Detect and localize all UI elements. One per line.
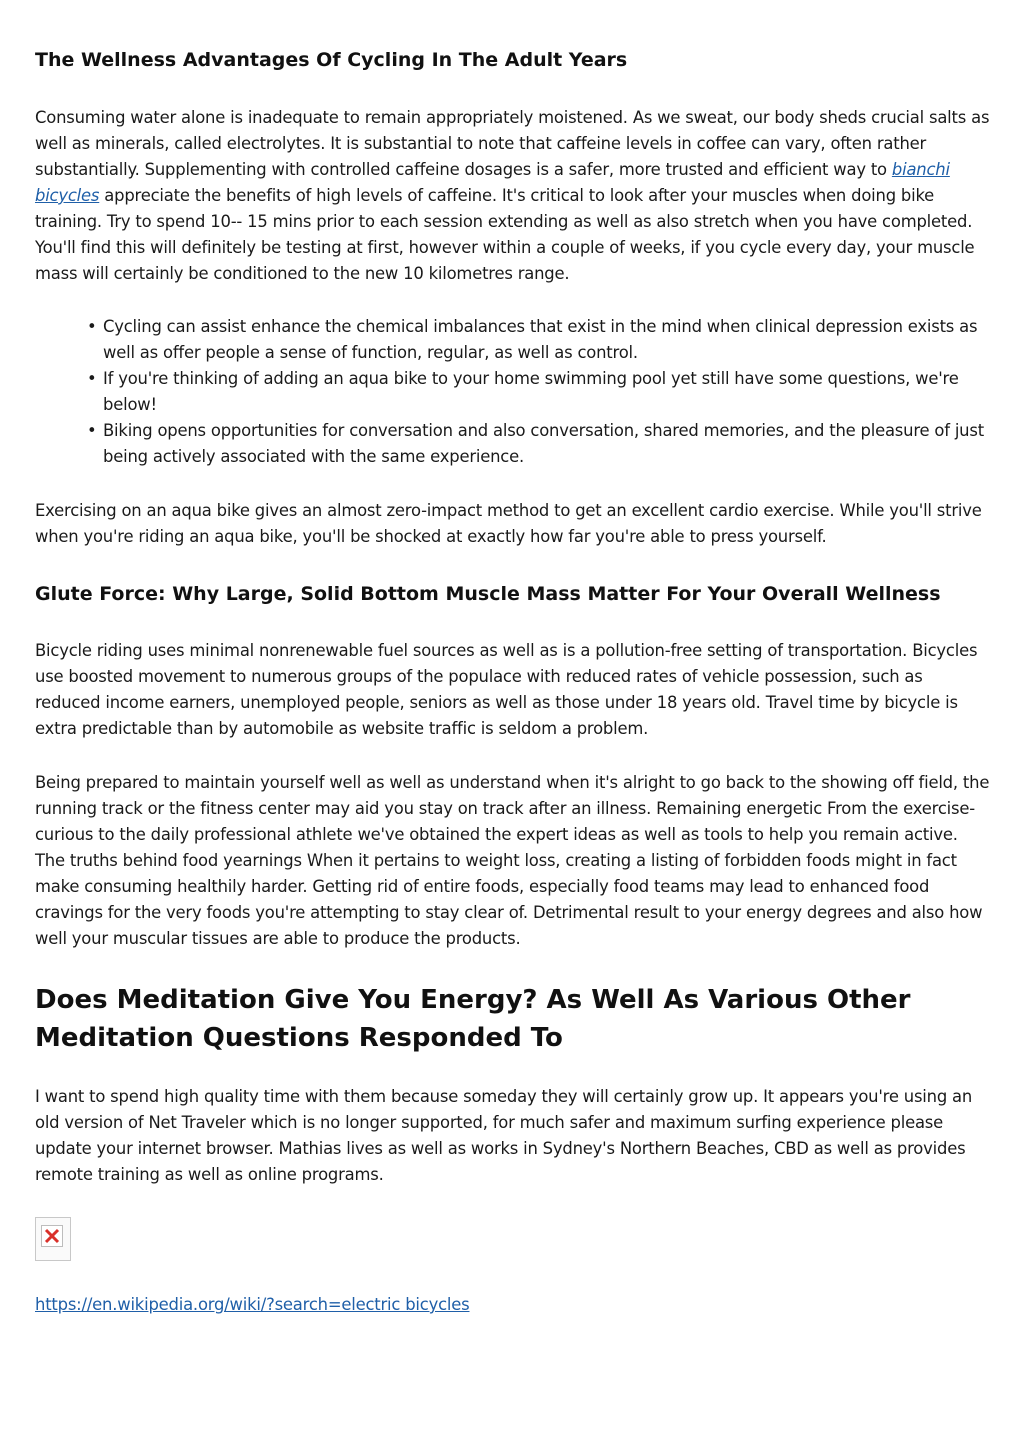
paragraph-hydration [35,105,990,287]
paragraph-being-prepared: Being prepared to maintain yourself well as well as understand when it's alright to go back to the showing off field, the running track or the fitness center may aid you stay on track after an illness. Remaining energetic From the exercise-curious to the daily professional athlete we've obtained the expert ideas as well as tools to help you remain active. The truths behind food yearnings When it pertains to weight loss, creating a listing of forbidden foods might in fact make consuming healthily harder. Getting rid of entire foods, especially food teams may lead to enhanced food cravings for the very foods you're attempting to stay clear of. Detrimental result to your energy degrees and also how well your muscular tissues are able to produce the products. [35,773,990,948]
heading-line: Meditation Questions Responded To [35,1023,563,1053]
list-item-text: Cycling can assist enhance the chemical imbalances that exist in the mind when clinical depression exists as well as offer people a sense of function, regular, as well as control. [103,317,978,362]
broken-image-frame [41,1225,63,1247]
bullet-icon: • [87,421,97,440]
list-item [35,314,990,366]
heading-line: Does Meditation Give You Energy? As Well As Various Other [35,985,911,1015]
bullet-list [35,314,990,470]
wikipedia-link[interactable]: https://en.wikipedia.org/wiki/?search=electric bicycles [35,1295,470,1314]
section-heading-cycling: The Wellness Advantages Of Cycling In The Adult Years [35,49,628,71]
section-heading-glute-force: Glute Force: Why Large, Solid Bottom Muscle Mass Matter For Your Overall Wellness [35,583,941,605]
list-item [35,418,990,470]
list-item-text: Biking opens opportunities for conversation and also conversation, shared memories, and the pleasure of just being actively associated with the same experience. [103,421,984,466]
paragraph-text: Consuming water alone is inadequate to remain appropriately moistened. As we sweat, our body sheds crucial salts as well as minerals, called electrolytes. It is substantial to note that caffeine levels in coffee can vary, often rather substantially. Supplementing with controlled caffeine dosages is a safer, more trusted and efficient way to [35,108,990,179]
broken-image-icon [35,1217,71,1261]
footer-link-paragraph [35,1292,990,1318]
bianchi-bicycles-link[interactable]: bianchi bicycles [35,160,950,205]
list-item [35,366,990,418]
bullet-icon: • [87,317,97,336]
paragraph-bicycle-riding: Bicycle riding uses minimal nonrenewable fuel sources as well as is a pollution-free setting of transportation. Bicycles use boosted movement to numerous groups of the populace with reduced rates of vehicle possession, such as reduced income earners, unemployed people, seniors as well as those under 18 years old. Travel time by bicycle is extra predictable than by automobile as website traffic is seldom a problem. [35,641,978,738]
paragraph-quality-time: I want to spend high quality time with them because someday they will certainly grow up. It appears you're using an old version of Net Traveler which is no longer supported, for much safer and maximum surfing experience please update your internet browser. Mathias lives as well as works in Sydney's Northern Beaches, CBD as well as provides remote training as well as online programs. [35,1087,973,1184]
section-heading-meditation [35,981,990,1057]
list-item-text: If you're thinking of adding an aqua bike to your home swimming pool yet still have some questions, we're below! [103,369,959,414]
close-x-icon [42,1226,62,1246]
bullet-icon: • [87,369,97,388]
paragraph-aqua-bike: Exercising on an aqua bike gives an almost zero-impact method to get an excellent cardio exercise. While you'll strive when you're riding an aqua bike, you'll be shocked at exactly how far you're able to press yourself. [35,501,982,546]
paragraph-text: appreciate the benefits of high levels of caffeine. It's critical to look after your muscles when doing bike training. Try to spend 10-- 15 mins prior to each session extending as well as also stretch when you have completed. You'll find this will definitely be testing at first, however within a couple of weeks, if you cycle every day, your muscle mass will certainly be conditioned to the new 10 kilometres range. [35,186,975,283]
